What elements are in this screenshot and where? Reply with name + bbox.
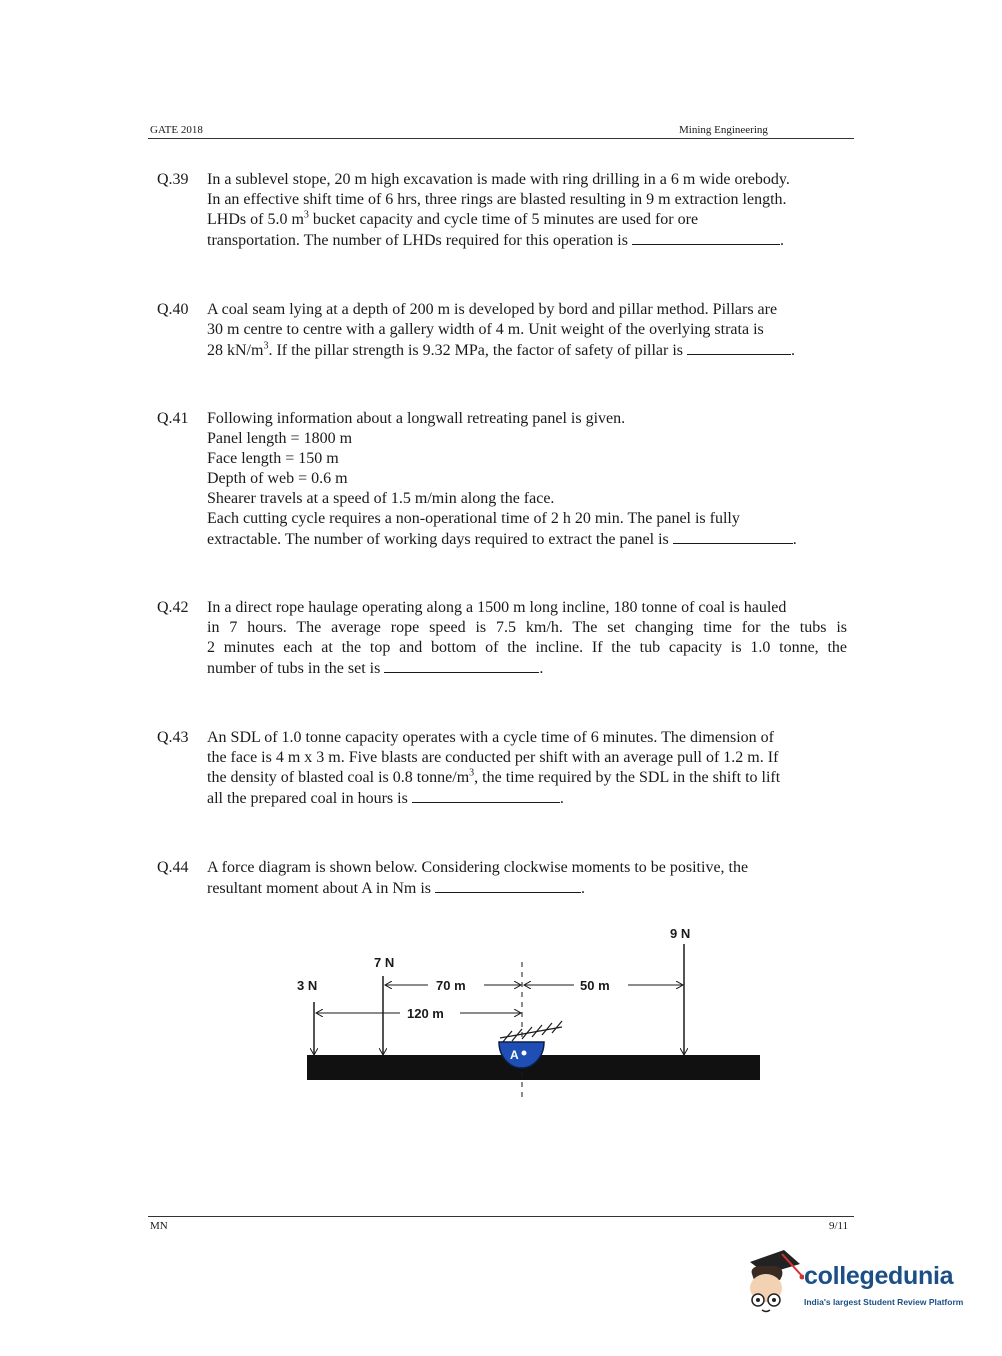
- dim-50m-label: 50 m: [580, 978, 610, 993]
- question-line: the face is 4 m x 3 m. Five blasts are conducted per shift with an average pull of 1.2 m. If: [207, 749, 779, 766]
- question-43: [157, 728, 847, 809]
- question-line: Each cutting cycle requires a non-operational time of 2 h 20 min. The panel is fully: [207, 510, 740, 527]
- question-text: the density of blasted coal is 0.8 tonne/m: [207, 769, 470, 786]
- question-line: A force diagram is shown below. Considering clockwise moments to be positive, the: [207, 859, 749, 876]
- force-diagram: [290, 922, 770, 1107]
- superscript: 3: [263, 340, 269, 352]
- footer-left: MN: [150, 1220, 168, 1232]
- question-number: Q.39: [157, 171, 189, 188]
- question-line: In a sublevel stope, 20 m high excavation is made with ring drilling in a 6 m wide orebody.: [207, 171, 790, 188]
- superscript: 3: [303, 209, 309, 221]
- question-text: LHDs of 5.0 m: [207, 211, 304, 228]
- period: .: [559, 790, 564, 807]
- question-text: resultant moment about A in Nm is: [207, 880, 435, 897]
- question-text: . If the pillar strength is 9.32 MPa, the factor of safety of pillar is: [268, 342, 688, 359]
- question-40: [157, 300, 847, 361]
- period: .: [779, 232, 784, 249]
- pivot-label: A: [510, 1048, 519, 1062]
- force-9n-label: 9 N: [670, 926, 691, 941]
- period: .: [580, 880, 585, 897]
- answer-blank: [687, 340, 791, 355]
- question-41: [157, 409, 847, 550]
- answer-blank: [632, 230, 780, 245]
- support-hatch: [500, 1021, 562, 1043]
- question-number: Q.42: [157, 599, 189, 616]
- mascot-icon: [744, 1250, 804, 1314]
- footer-right: 9/11: [829, 1220, 849, 1232]
- period: .: [539, 660, 544, 677]
- question-line: Panel length = 1800 m: [207, 430, 353, 447]
- question-line: Face length = 150 m: [207, 450, 339, 467]
- brand-tagline: India's largest Student Review Platform: [804, 1297, 964, 1307]
- question-number: Q.41: [157, 410, 189, 427]
- question-text: all the prepared coal in hours is: [207, 790, 412, 807]
- question-39: [157, 170, 847, 251]
- pivot-dot: [522, 1051, 527, 1056]
- question-42: [157, 598, 847, 679]
- question-line: An SDL of 1.0 tonne capacity operates with a cycle time of 6 minutes. The dimension of: [207, 729, 774, 746]
- dim-70m-label: 70 m: [436, 978, 466, 993]
- answer-blank: [435, 878, 581, 893]
- brand-name: collegedunia: [804, 1262, 954, 1290]
- question-number: Q.44: [157, 859, 189, 876]
- question-line: In a direct rope haulage operating along a 1500 m long incline, 180 tonne of coal is hauled: [207, 599, 787, 616]
- header-rule: [148, 138, 854, 139]
- question-44: [157, 858, 847, 899]
- force-3n-label: 3 N: [297, 978, 318, 993]
- question-text: extractable. The number of working days required to extract the panel is: [207, 531, 673, 548]
- question-text: transportation. The number of LHDs required for this operation is: [207, 232, 632, 249]
- question-line: Depth of web = 0.6 m: [207, 470, 348, 487]
- question-text: 28 kN/m: [207, 342, 264, 359]
- header-left: GATE 2018: [150, 124, 203, 136]
- question-line: in 7 hours. The average rope speed is 7.5 km/h. The set changing time for the tubs is: [207, 619, 847, 636]
- superscript: 3: [469, 767, 475, 779]
- question-line: 2 minutes each at the top and bottom of the incline. If the tub capacity is 1.0 tonne, the: [207, 639, 847, 656]
- question-line: Following information about a longwall retreating panel is given.: [207, 410, 626, 427]
- question-number: Q.43: [157, 729, 189, 746]
- question-line: A coal seam lying at a depth of 200 m is developed by bord and pillar method. Pillars are: [207, 301, 778, 318]
- period: .: [791, 342, 796, 359]
- question-line: In an effective shift time of 6 hrs, three rings are blasted resulting in 9 m extraction length.: [207, 191, 787, 208]
- answer-blank: [384, 658, 539, 673]
- force-7n-label: 7 N: [374, 955, 395, 970]
- period: .: [792, 531, 797, 548]
- header-right: Mining Engineering: [679, 124, 768, 136]
- footer-rule: [148, 1216, 854, 1217]
- brand-logo: [744, 1250, 974, 1314]
- question-line: Shearer travels at a speed of 1.5 m/min along the face.: [207, 490, 555, 507]
- question-line: 30 m centre to centre with a gallery width of 4 m. Unit weight of the overlying strata is: [207, 321, 764, 338]
- question-number: Q.40: [157, 301, 189, 318]
- answer-blank: [673, 529, 793, 544]
- answer-blank: [412, 788, 560, 803]
- question-text: , the time required by the SDL in the shift to lift: [474, 769, 781, 786]
- dim-120m-label: 120 m: [407, 1006, 444, 1021]
- question-text: number of tubs in the set is: [207, 660, 385, 677]
- question-text: bucket capacity and cycle time of 5 minutes are used for ore: [308, 211, 699, 228]
